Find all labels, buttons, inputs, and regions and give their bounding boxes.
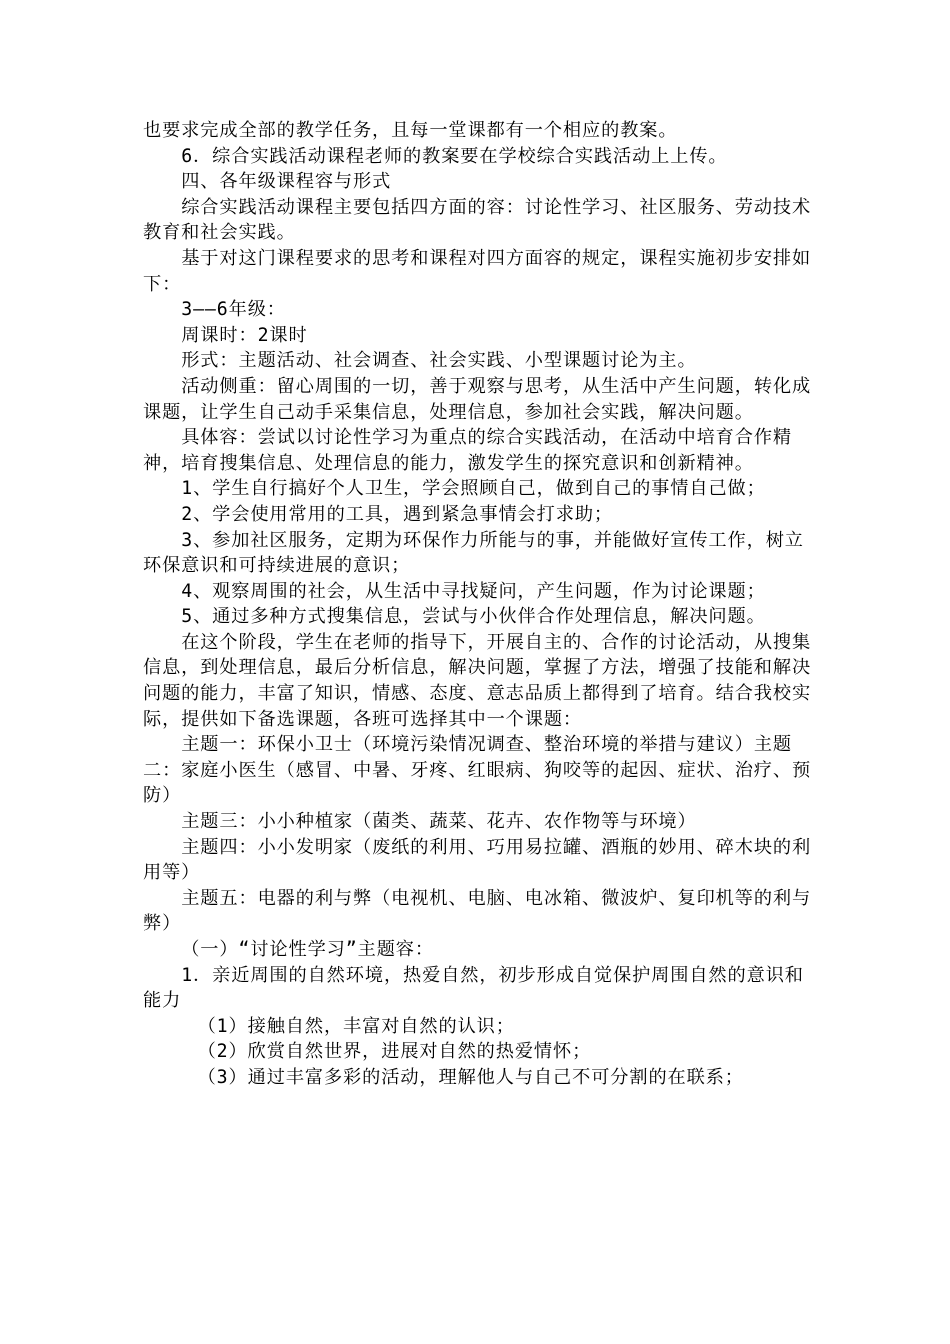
topic-item: 主题三：小小种植家（菌类、蔬菜、花卉、农作物等与环境）	[181, 811, 697, 833]
list-item: 2、学会使用常用的工具，遇到紧急事情会打求助；	[181, 503, 613, 525]
paragraph: 综合实践活动课程主要包括四方面的容：讨论性学习、社区服务、劳动技术教育和社会实践。	[143, 196, 812, 244]
list-item: 4、观察周围的社会，从生活中寻找疑问，产生问题，作为讨论课题；	[181, 580, 766, 602]
list-item: （1）接触自然，丰富对自然的认识；	[197, 1015, 515, 1037]
list-item: 1、学生自行搞好个人卫生，学会照顾自己，做到自己的事情自己做；	[181, 478, 766, 500]
paragraph: 也要求完成全部的教学任务，且每一堂课都有一个相应的教案。	[143, 120, 678, 141]
topic-item: 主题五：电器的利与弊（电视机、电脑、电冰箱、微波炉、复印机等的利与弊）	[143, 887, 812, 935]
list-item: （3）通过丰富多彩的活动，理解他人与自己不可分割的在联系；	[197, 1066, 744, 1088]
paragraph: 活动侧重：留心周围的一切，善于观察与思考，从生活中产生问题，转化成课题，让学生自己动手采集信息，处理信息，参加社会实践，解决问题。	[143, 375, 812, 423]
paragraph: 6．综合实践活动课程老师的教案要在学校综合实践活动上上传。	[181, 145, 728, 167]
paragraph: 形式：主题活动、社会调查、社会实践、小型课题讨论为主。	[181, 350, 697, 372]
list-item: （2）欣赏自然世界，进展对自然的热爱情怀；	[197, 1041, 592, 1063]
list-item: 3、参加社区服务，定期为环保作力所能与的事，并能做好宣传工作，树立环保意识和可持续进展的意识；	[143, 529, 804, 577]
paragraph: 周课时：2课时	[181, 324, 308, 346]
paragraph: 在这个阶段，学生在老师的指导下，开展自主的、合作的讨论活动，从搜集信息，到处理信息，最后分析信息，解决问题，掌握了方法，增强了技能和解决问题的能力，丰富了知识，情感、态度、意志品质上都得到了培育。结合我校实际，提供如下备选课题，各班可选择其中一个课题：	[143, 631, 812, 730]
paragraph: 基于对这门课程要求的思考和课程对四方面容的规定，课程实施初步安排如下：	[143, 247, 812, 295]
section-heading: （一）“讨论性学习”主题容：	[181, 939, 434, 960]
document-body	[143, 118, 815, 1091]
topic-item: 主题一：环保小卫士（环境污染情况调查、整治环境的举措与建议）主题二：家庭小医生（感冒、中暑、牙疼、红眼病、狗咬等的起因、症状、治疗、预防）	[143, 734, 812, 807]
topic-item: 主题四：小小发明家（废纸的利用、巧用易拉罐、酒瓶的妙用、碎木块的利用等）	[143, 836, 812, 884]
paragraph: 1．亲近周围的自然环境，热爱自然，初步形成自觉保护周围自然的意识和能力	[143, 964, 804, 1012]
list-item: 5、通过多种方式搜集信息，尝试与小伙伴合作处理信息，解决问题。	[181, 606, 766, 628]
paragraph: 具体容：尝试以讨论性学习为重点的综合实践活动，在活动中培育合作精神，培育搜集信息、处理信息的能力，激发学生的探究意识和创新精神。	[143, 427, 793, 474]
paragraph: 3——6年级：	[181, 299, 286, 321]
section-heading: 四、各年级课程容与形式	[181, 171, 392, 193]
